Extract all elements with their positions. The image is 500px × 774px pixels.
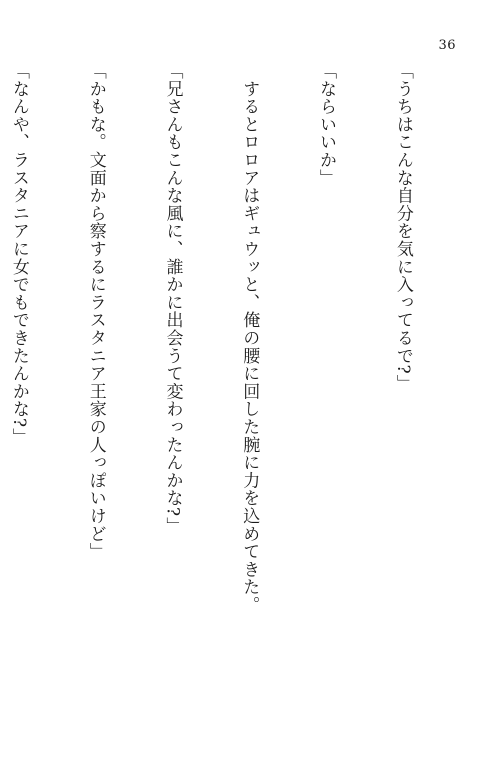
text-line: 「兄さんもこんな風に、誰かに出会うて変わったんかな?」 <box>162 62 183 535</box>
text-line: 「なんや、ラスタニアに女でもできたんかな?」 <box>8 62 29 446</box>
page-number: 36 <box>438 38 456 53</box>
text-line: 「ならいいか」 <box>316 62 337 187</box>
novel-text-block <box>0 62 466 672</box>
text-line: するとロロアはギュウッと、俺の腰に回した腕に力を込めてきた。 <box>239 62 260 614</box>
text-line: 「うちはこんな自分を気に入ってるで?」 <box>392 62 413 393</box>
text-line: 「かもな。文面から察するにラスタニア王家の人っぽいけど」 <box>85 62 106 561</box>
